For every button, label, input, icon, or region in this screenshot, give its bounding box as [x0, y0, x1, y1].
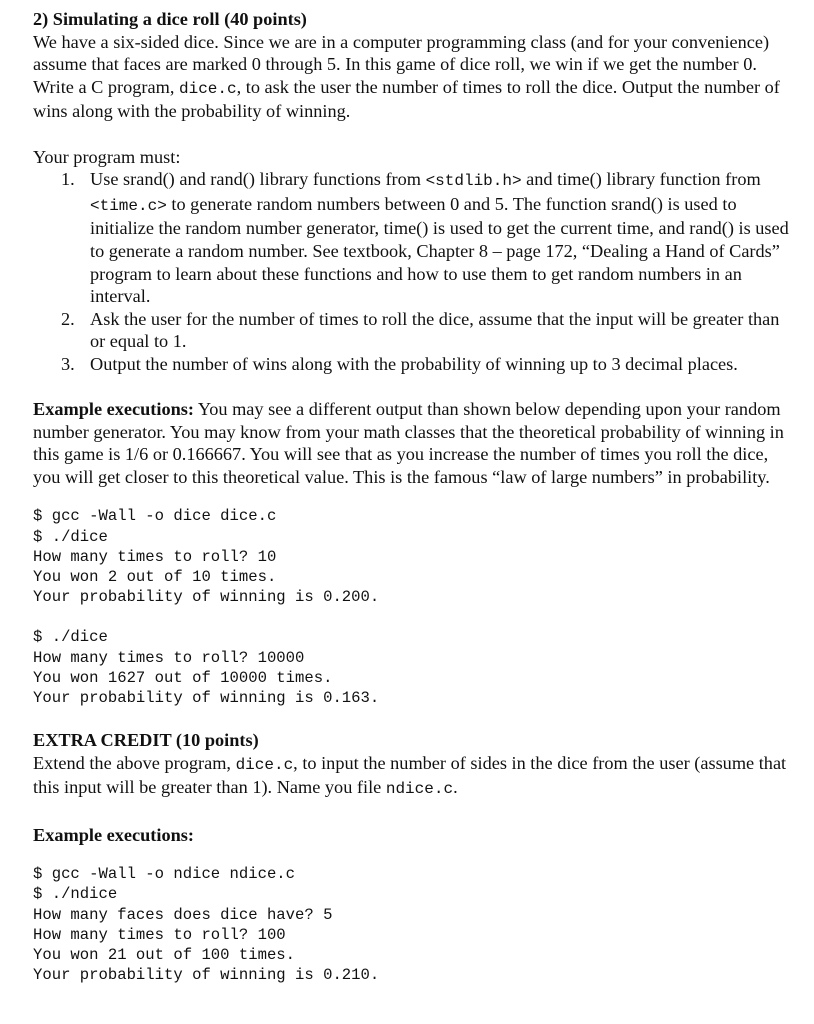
spacer: [33, 846, 793, 864]
extra-credit-text-1: Extend the above program,: [33, 752, 236, 773]
extra-credit-filename: dice.c: [235, 755, 294, 774]
time-header: <time.c>: [90, 196, 167, 215]
terminal-output-run2: [33, 627, 793, 708]
extra-credit-text-2: , to input the number of sides in the dice from the user (assume that this input will be greater than 1). Name you file: [33, 752, 787, 798]
spacer: [33, 488, 793, 506]
spacer: [33, 607, 793, 627]
requirement-text: and time() library function from: [521, 169, 761, 190]
spacer: [33, 123, 793, 146]
requirement-text: Use srand() and rand() library functions from: [90, 169, 426, 190]
terminal-line: Your probability of winning is 0.200.: [33, 588, 380, 607]
terminal-line: How many faces does dice have? 5: [33, 905, 333, 924]
terminal-line: $ gcc -Wall -o dice dice.c: [33, 507, 277, 526]
requirements-title: Your program must:: [33, 146, 181, 167]
examples-label: Example executions:: [33, 399, 194, 420]
examples-paragraph: [33, 398, 793, 488]
terminal-line: How many times to roll? 10: [33, 547, 277, 566]
terminal-line: You won 21 out of 100 times.: [33, 946, 296, 965]
requirements-list: [33, 168, 793, 375]
extra-credit-paragraph: [33, 752, 793, 801]
terminal-line: How many times to roll? 10000: [33, 648, 305, 667]
intro-filename: dice.c: [178, 79, 237, 98]
terminal-line: You won 2 out of 10 times.: [33, 568, 277, 587]
spacer: [33, 376, 793, 399]
spacer: [33, 801, 793, 824]
terminal-line: $ ./ndice: [33, 885, 118, 904]
terminal-line: Your probability of winning is 0.210.: [33, 966, 380, 985]
extra-credit-heading: EXTRA CREDIT (10 points): [33, 730, 259, 751]
requirement-item: [33, 168, 793, 308]
extra-credit-text-3: .: [453, 777, 458, 798]
terminal-output-ndice: [33, 864, 793, 985]
requirement-text: Output the number of wins along with the probability of winning up to 3 decimal places.: [90, 353, 738, 374]
assignment-document: [33, 8, 793, 985]
terminal-line: You won 1627 out of 10000 times.: [33, 668, 333, 687]
requirement-text: Ask the user for the number of times to roll the dice, assume that the input will be greater than or equal to 1.: [90, 308, 780, 352]
stdlib-header: <stdlib.h>: [425, 172, 522, 191]
requirement-number: 1.: [61, 169, 75, 190]
terminal-line: $ ./dice: [33, 628, 108, 647]
intro-text-2: , to ask the user the number of times to roll the dice. Output the number of wins along with the probability of winning.: [33, 76, 780, 122]
terminal-output-run1: [33, 506, 793, 607]
terminal-line: Your probability of winning is 0.163.: [33, 689, 380, 708]
requirement-text: to generate random numbers between 0 and 5. The function srand() is used to initialize the random number generator, time() is used to get the current time, and rand() is used to generate a random number. See textbook, Chapter 8 – page 172, “Dealing a Hand of Cards” program to learn about these functions and how to use them to get random numbers in an interval.: [90, 193, 789, 307]
extra-credit-examples-label: Example executions:: [33, 824, 194, 845]
requirement-item: [33, 308, 793, 353]
terminal-line: $ gcc -Wall -o ndice ndice.c: [33, 865, 296, 884]
requirement-number: 3.: [61, 353, 75, 374]
examples-text: You may see a different output than shown below depending upon your random number generator. You may know from your math classes that the theoretical probability of winning in this game is 1/6 or 0.166667. You will see that as you increase the number of times you roll the dice, you will get closer to this theoretical value. This is the famous “law of large numbers” in probability.: [33, 399, 784, 487]
terminal-line: $ ./dice: [33, 527, 108, 546]
terminal-line: How many times to roll? 100: [33, 925, 286, 944]
intro-paragraph: [33, 31, 793, 123]
requirement-item: [33, 353, 793, 376]
section-heading: 2) Simulating a dice roll (40 points): [33, 9, 307, 29]
requirement-number: 2.: [61, 308, 75, 329]
spacer: [33, 708, 793, 729]
intro-text-1: We have a six-sided dice. Since we are in a computer programming class (and for your convenience) assume that faces are marked 0 through 5. In this game of dice roll, we win if we get the number 0. Write a C program,: [33, 31, 770, 97]
extra-credit-output-filename: ndice.c: [385, 780, 454, 799]
